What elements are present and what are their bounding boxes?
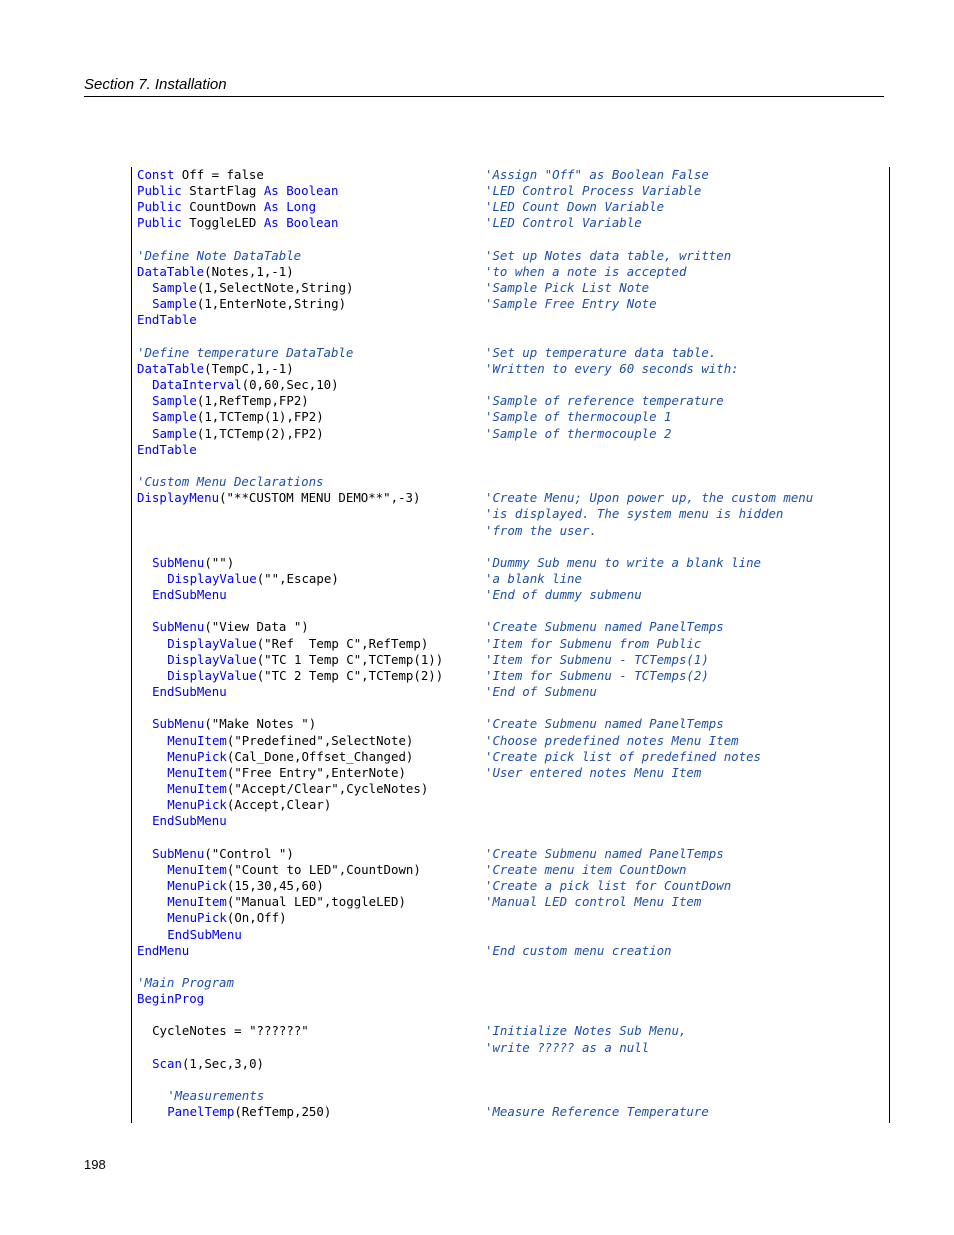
code-comment: 'Choose predefined notes Menu Item bbox=[485, 732, 739, 748]
code-line bbox=[137, 312, 197, 328]
code-line bbox=[152, 846, 294, 862]
code-keyword: SubMenu bbox=[152, 619, 205, 635]
code-keyword: BeginProg bbox=[137, 991, 205, 1007]
code-line bbox=[167, 878, 324, 894]
code-comment: 'LED Control Process Variable bbox=[485, 183, 702, 199]
code-line bbox=[167, 668, 443, 684]
code-text: (Cal_Done,Offset_Changed) bbox=[226, 748, 414, 764]
code-text: ("Accept/Clear",CycleNotes) bbox=[226, 781, 429, 797]
code-line bbox=[167, 571, 339, 587]
code-comment: 'Written to every 60 seconds with: bbox=[485, 360, 739, 376]
code-keyword: EndSubMenu bbox=[167, 926, 242, 942]
code-text: ("") bbox=[204, 554, 235, 570]
code-comment: 'Item for Submenu - TCTemps(1) bbox=[485, 651, 709, 667]
code-text: (1,TCTemp(2),FP2) bbox=[196, 425, 324, 441]
code-comment: 'Set up temperature data table. bbox=[485, 344, 717, 360]
code-text: (0,60,Sec,10) bbox=[241, 377, 339, 393]
code-comment: 'Assign "Off" as Boolean False bbox=[485, 167, 709, 182]
code-comment: 'Initialize Notes Sub Menu, bbox=[485, 1023, 687, 1039]
code-text: CycleNotes = "??????" bbox=[152, 1023, 309, 1039]
code-line bbox=[167, 765, 406, 781]
code-keyword: MenuItem bbox=[167, 861, 227, 877]
code-line bbox=[152, 393, 309, 409]
code-line bbox=[167, 1104, 331, 1120]
header-divider bbox=[84, 96, 884, 97]
code-comment: 'Sample Free Entry Note bbox=[485, 296, 657, 312]
code-line bbox=[167, 652, 443, 668]
code-comment: 'is displayed. The system menu is hidden bbox=[485, 506, 784, 522]
code-comment: 'End of Submenu bbox=[485, 684, 597, 700]
code-line bbox=[137, 361, 294, 377]
code-line bbox=[137, 264, 294, 280]
code-line bbox=[167, 636, 428, 652]
code-text: (1,SelectNote,String) bbox=[196, 280, 354, 296]
code-text: ("Control ") bbox=[204, 845, 294, 861]
code-comment: 'Create Submenu named PanelTemps bbox=[485, 716, 724, 732]
code-line bbox=[137, 215, 338, 231]
code-line bbox=[137, 991, 204, 1007]
code-line bbox=[167, 910, 286, 926]
code-text: ("TC 1 Temp C",TCTemp(1)) bbox=[256, 651, 444, 667]
code-keyword: EndMenu bbox=[137, 942, 190, 958]
code-comment: 'a blank line bbox=[485, 571, 582, 586]
code-text: (1,Sec,3,0) bbox=[181, 1055, 264, 1071]
code-keyword: Public bbox=[137, 215, 182, 231]
code-comment: 'Sample Pick List Note bbox=[485, 280, 650, 296]
code-keyword: DisplayValue bbox=[167, 635, 257, 651]
code-comment: 'Sample of thermocouple 1 bbox=[485, 409, 672, 425]
code-comment: 'Create Submenu named PanelTemps bbox=[485, 619, 724, 635]
code-line bbox=[152, 555, 234, 571]
code-line bbox=[152, 813, 227, 829]
code-line bbox=[152, 377, 339, 393]
code-text: (On,Off) bbox=[226, 910, 287, 926]
code-keyword: Sample bbox=[152, 425, 197, 441]
code-text: ("TC 2 Temp C",TCTemp(2)) bbox=[256, 667, 444, 683]
code-keyword: MenuPick bbox=[167, 748, 227, 764]
code-text: (Notes,1,-1) bbox=[204, 263, 294, 279]
code-keyword: DisplayMenu bbox=[137, 490, 220, 506]
code-text: ("Make Notes ") bbox=[204, 716, 317, 732]
code-line bbox=[137, 167, 264, 183]
code-comment: 'write ????? as a null bbox=[485, 1039, 650, 1055]
code-keyword: SubMenu bbox=[152, 845, 205, 861]
code-line bbox=[167, 894, 406, 910]
code-text: (1,TCTemp(1),FP2) bbox=[196, 409, 324, 425]
code-keyword: EndSubMenu bbox=[152, 813, 227, 829]
code-keyword: DisplayValue bbox=[167, 651, 257, 667]
code-text: StartFlag bbox=[181, 183, 264, 199]
code-text: ToggleLED bbox=[181, 215, 264, 231]
code-keyword: EndTable bbox=[137, 312, 197, 328]
code-text: (RefTemp,250) bbox=[234, 1104, 332, 1120]
code-comment-inline: 'Define temperature DataTable bbox=[137, 344, 354, 360]
code-keyword: MenuPick bbox=[167, 910, 227, 926]
code-line bbox=[137, 474, 324, 490]
code-comment: 'Sample of reference temperature bbox=[485, 393, 724, 409]
code-line bbox=[137, 248, 301, 264]
code-comment: 'Create a pick list for CountDown bbox=[485, 878, 732, 894]
code-text: ("Manual LED",toggleLED) bbox=[226, 894, 406, 910]
code-line bbox=[137, 345, 353, 361]
code-text: (Accept,Clear) bbox=[226, 797, 332, 813]
code-text: ("Count to LED",CountDown) bbox=[226, 861, 421, 877]
code-line bbox=[152, 684, 227, 700]
code-text: ("**CUSTOM MENU DEMO**",-3) bbox=[219, 490, 421, 506]
code-line bbox=[137, 490, 420, 506]
code-comment-inline: 'Main Program bbox=[137, 975, 234, 990]
code-comment: 'Dummy Sub menu to write a blank line bbox=[485, 554, 762, 570]
code-line bbox=[167, 862, 421, 878]
code-comment: 'LED Control Variable bbox=[485, 215, 642, 231]
code-comment: 'Item for Submenu from Public bbox=[485, 635, 702, 651]
code-line bbox=[152, 296, 346, 312]
code-comment: 'from the user. bbox=[485, 522, 597, 538]
code-text: ("",Escape) bbox=[256, 571, 339, 586]
code-line bbox=[152, 587, 227, 603]
code-line bbox=[167, 749, 413, 765]
code-line bbox=[152, 1023, 309, 1039]
code-keyword: DataTable bbox=[137, 263, 205, 279]
code-text: (TempC,1,-1) bbox=[204, 360, 294, 376]
code-keyword: DataTable bbox=[137, 360, 205, 376]
page-number: 198 bbox=[84, 1157, 106, 1172]
code-comment: 'Set up Notes data table, written bbox=[485, 247, 732, 263]
code-keyword: As bbox=[263, 183, 279, 199]
section-title: Section 7. Installation bbox=[84, 76, 227, 93]
code-comment: 'Create Menu; Upon power up, the custom menu bbox=[485, 490, 814, 506]
code-text: ("Free Entry",EnterNote) bbox=[226, 764, 406, 780]
code-comment: 'Measure Reference Temperature bbox=[485, 1104, 709, 1120]
code-line bbox=[152, 619, 309, 635]
code-text: CountDown bbox=[181, 199, 264, 215]
code-line bbox=[152, 1056, 264, 1072]
code-comment: 'User entered notes Menu Item bbox=[485, 764, 702, 780]
code-keyword: PanelTemp bbox=[167, 1104, 235, 1120]
code-line bbox=[137, 975, 234, 991]
code-keyword: MenuItem bbox=[167, 781, 227, 797]
code-text: (15,30,45,60) bbox=[226, 878, 324, 894]
code-keyword: SubMenu bbox=[152, 554, 205, 570]
code-comment: 'End custom menu creation bbox=[485, 942, 672, 958]
code-keyword: Sample bbox=[152, 296, 197, 312]
code-keyword: Public bbox=[137, 183, 182, 199]
code-listing bbox=[131, 167, 890, 1123]
code-keyword: Sample bbox=[152, 280, 197, 296]
code-keyword: EndTable bbox=[137, 441, 197, 457]
code-keyword: Sample bbox=[152, 409, 197, 425]
code-line bbox=[137, 943, 189, 959]
code-line bbox=[167, 781, 428, 797]
code-line bbox=[137, 183, 338, 199]
code-keyword: MenuPick bbox=[167, 878, 227, 894]
code-line bbox=[152, 716, 316, 732]
code-comment-inline: 'Measurements bbox=[167, 1088, 265, 1104]
code-comment: 'Create pick list of predefined notes bbox=[485, 748, 762, 764]
code-text: ("Ref Temp C",RefTemp) bbox=[256, 635, 429, 651]
code-comment: 'LED Count Down Variable bbox=[485, 199, 665, 215]
code-keyword: Boolean bbox=[286, 183, 339, 199]
code-keyword: Public bbox=[137, 199, 182, 215]
code-keyword: EndSubMenu bbox=[152, 587, 227, 603]
code-keyword: SubMenu bbox=[152, 716, 205, 732]
code-line bbox=[167, 797, 331, 813]
code-line bbox=[137, 199, 316, 215]
code-keyword: Const bbox=[137, 167, 175, 182]
code-text: Off = false bbox=[174, 167, 264, 182]
code-comment-inline: 'Define Note DataTable bbox=[137, 247, 302, 263]
code-keyword: MenuItem bbox=[167, 764, 227, 780]
code-comment: 'End of dummy submenu bbox=[485, 587, 642, 603]
code-keyword: Boolean bbox=[286, 215, 339, 231]
code-line bbox=[152, 409, 324, 425]
code-comment: 'Item for Submenu - TCTemps(2) bbox=[485, 667, 709, 683]
code-keyword: EndSubMenu bbox=[152, 684, 227, 700]
code-comment: 'to when a note is accepted bbox=[485, 263, 687, 279]
code-keyword: DataInterval bbox=[152, 377, 242, 393]
code-line bbox=[167, 733, 413, 749]
code-keyword: MenuItem bbox=[167, 894, 227, 910]
code-text: (1,EnterNote,String) bbox=[196, 296, 347, 312]
code-line bbox=[167, 927, 242, 943]
code-comment: 'Create Submenu named PanelTemps bbox=[485, 845, 724, 861]
code-comment-inline: 'Custom Menu Declarations bbox=[137, 474, 324, 490]
code-text: ("Predefined",SelectNote) bbox=[226, 732, 414, 748]
code-text: ("View Data ") bbox=[204, 619, 309, 635]
code-keyword: MenuItem bbox=[167, 732, 227, 748]
code-line bbox=[137, 442, 197, 458]
code-keyword: As bbox=[263, 199, 279, 215]
code-line bbox=[152, 426, 324, 442]
code-text: (1,RefTemp,FP2) bbox=[196, 393, 309, 409]
code-keyword: MenuPick bbox=[167, 797, 227, 813]
code-keyword: Scan bbox=[152, 1055, 182, 1071]
code-line bbox=[167, 1088, 264, 1104]
code-comment: 'Manual LED control Menu Item bbox=[485, 894, 702, 910]
code-keyword: DisplayValue bbox=[167, 571, 257, 586]
code-line bbox=[152, 280, 353, 296]
code-keyword: DisplayValue bbox=[167, 667, 257, 683]
code-keyword: Sample bbox=[152, 393, 197, 409]
code-comment: 'Create menu item CountDown bbox=[485, 861, 687, 877]
code-keyword: As bbox=[263, 215, 279, 231]
code-keyword: Long bbox=[286, 199, 317, 215]
code-comment: 'Sample of thermocouple 2 bbox=[485, 425, 672, 441]
